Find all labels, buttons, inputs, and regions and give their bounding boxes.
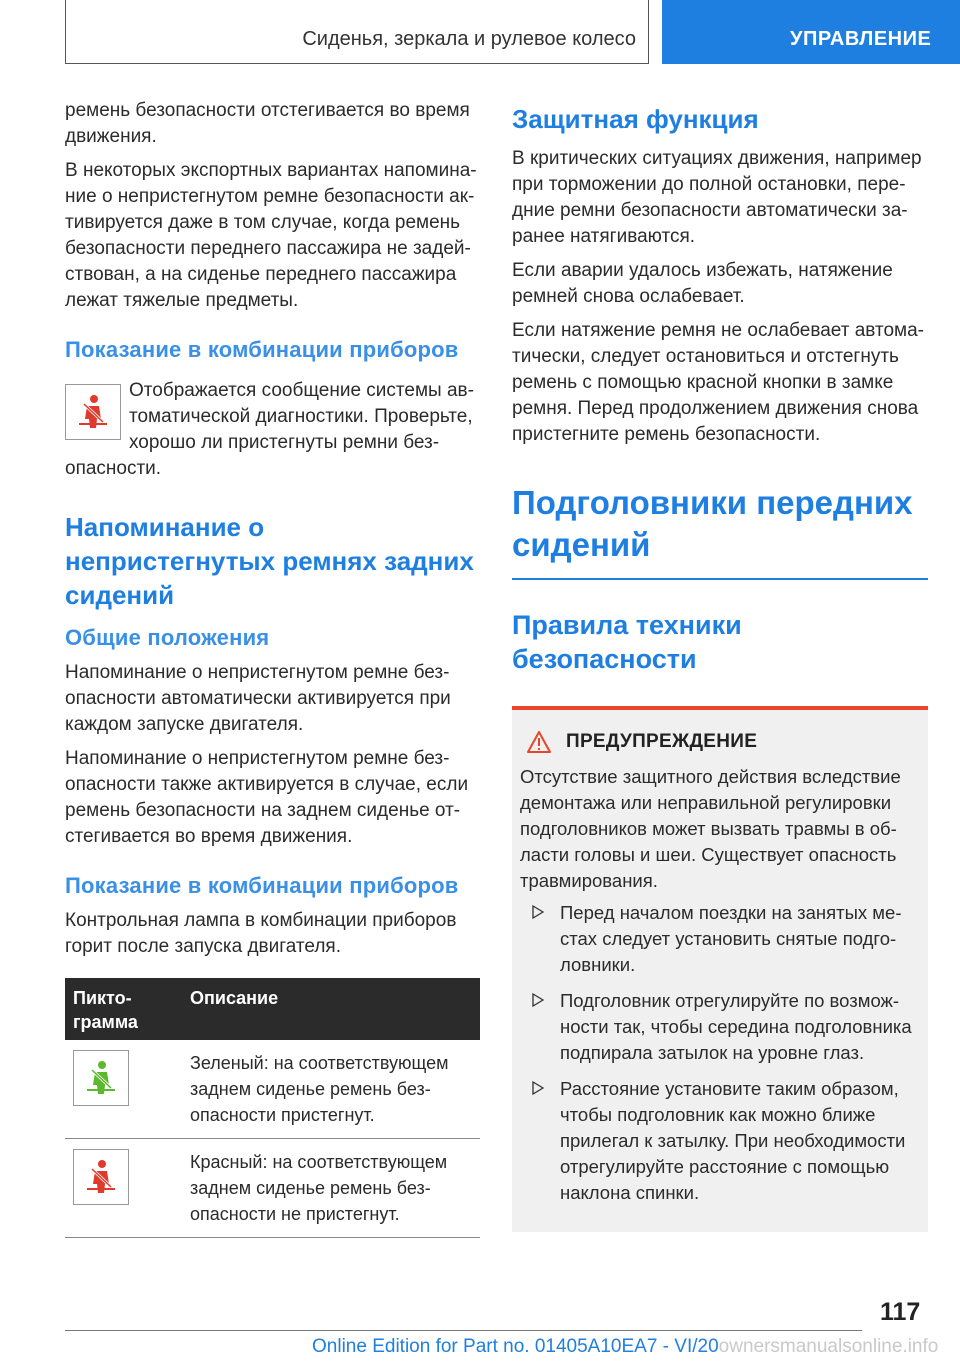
table-header-description: Описание [182,978,480,1040]
paragraph: Напоминание о непристегнутом ремне безопасности автоматически активируется при каждом запуске двигателя. [65,662,451,735]
running-header-chapter [662,0,960,64]
icon-paragraph [65,378,479,482]
warning-text: Отсутствие защитного действия вследствие демонтажа или неправильной регулировки подголовников может вызвать травмы в области головы и шеи. Существует опасность травмирования. [520,765,901,891]
list-item: Расстояние установите таким образом, чтобы подголовник как можно ближе прилегал к затылку. При необходимости отрегулируйте расстояние с помощью наклона спинки. [520,1076,918,1206]
heading-headrests: Подголовники передних сидений [512,484,913,563]
pictogram-table [65,978,480,1238]
paragraph: Если натяжение ремня не ослабевает автоматически, следует остановиться и отстегнуть ремень с помощью красной кнопки в замке ремня. Перед продолжением движения снова пристегните ремень безопасности. [512,320,924,445]
seatbelt-red-icon [73,1149,129,1205]
paragraph: Контрольная лампа в комбинации приборов горит после запуска двигателя. [65,910,457,957]
right-column [512,98,928,1232]
heading-protective-function: Защитная функция [512,104,759,134]
warning-title: ПРЕДУПРЕЖДЕНИЕ [566,730,758,752]
divider [512,578,928,580]
footer-divider [65,1330,862,1331]
watermark: ownersmanualsonline.info [718,1336,939,1357]
table-row [65,1040,480,1139]
heading-display-instrument: Показание в комбинации приборов [65,337,459,362]
paragraph: В критических ситуациях движения, например при торможении до полной остановки, передние ремни безопасности автоматически заранее натягиваются. [512,148,922,247]
warning-triangle-icon [526,730,552,754]
footer-edition [312,1336,938,1358]
heading-rear-reminder: Напоминание о непристегнутых ремнях задних сидений [65,512,474,610]
paragraph: В некоторых экспортных вариантах напоминание о непристегнутом ремне безопасности активируется даже в том случае, когда ремень безопасности переднего пассажира не задействован, а на сиденье переднего пассажира лежат тяжелые предметы. [65,160,477,311]
paragraph: Если аварии удалось избежать, натяжение ремней снова ослабевает. [512,260,893,307]
paragraph: ремень безопасности отстегивается во время движения. [65,100,470,147]
bullet-triangle-icon [532,905,544,919]
seatbelt-green-icon [73,1050,129,1106]
paragraph: Напоминание о непристегнутом ремне безопасности также активируется в случае, если ремень безопасности на заднем сиденье отстегивается во время движения. [65,748,469,847]
heading-safety-rules: Правила техники безопасности [512,609,742,674]
section-title: Сиденья, зеркала и рулевое колесо [302,28,636,50]
edition-text[interactable]: Online Edition for Part no. 01405A10EA7 - VI/20 [312,1336,719,1357]
paragraph: Отображается сообщение системы автоматической диагностики. Проверьте, хорошо ли пристегнуты ремни безопасности. [65,380,474,479]
warning-list [520,900,918,1206]
page-number: 117 [880,1298,921,1326]
seatbelt-warning-icon [65,384,121,440]
heading-general: Общие положения [65,625,270,650]
list-item: Подголовник отрегулируйте по возможности так, чтобы середина подголовника подпирала затылок на уровне глаз. [520,988,918,1066]
table-cell-description: Красный: на соответствующем заднем сиденье ремень безопасности не пристегнут. [182,1139,480,1238]
table-cell-description: Зеленый: на соответствующем заднем сиденье ремень безопасности пристегнут. [182,1040,480,1139]
warning-box [512,706,928,1232]
bullet-triangle-icon [532,1081,544,1095]
table-row [65,1139,480,1238]
list-item: Перед началом поездки на занятых местах следует установить снятые подголовники. [520,900,918,978]
chapter-title: УПРАВЛЕНИЕ [790,28,932,50]
heading-display-instrument-2: Показание в комбинации приборов [65,873,459,898]
table-header-pictogram: Пиктограмма [65,978,182,1040]
running-header-section [65,0,649,64]
left-column [65,98,479,1238]
bullet-triangle-icon [532,993,544,1007]
